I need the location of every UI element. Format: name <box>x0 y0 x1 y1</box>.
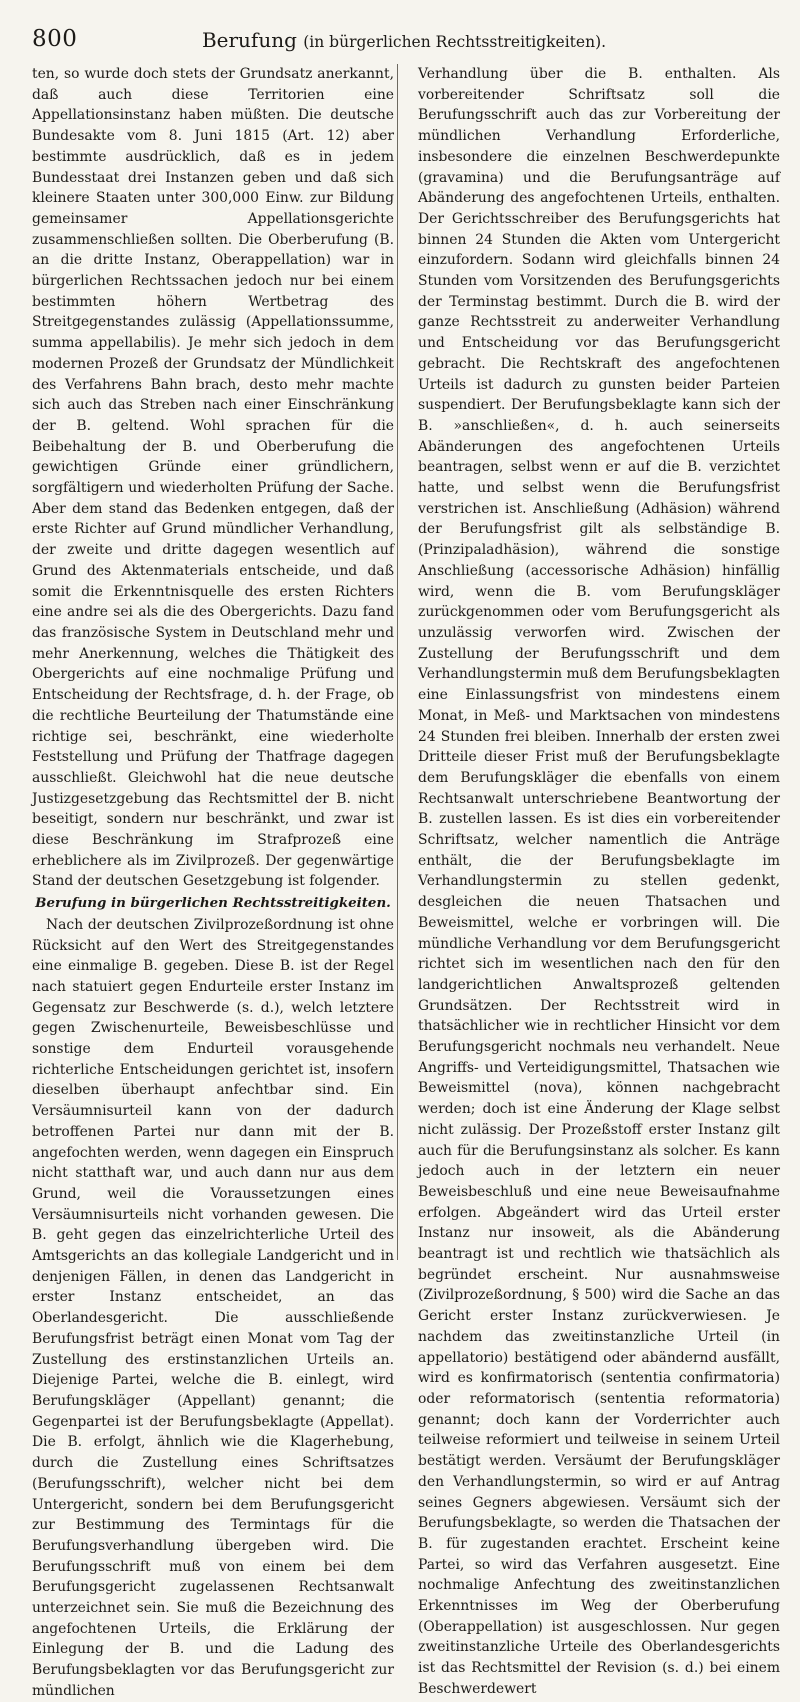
running-title-sub: (in bürgerlichen Rechtsstreitigkeiten). <box>303 33 607 51</box>
left-column <box>32 64 394 1699</box>
right-paragraph-1: Verhandlung über die B. enthalten. Als vorbereitender Schriftsatz soll die Berufungsschrift auch das zur Vorbereitung der mündlichen Verhandlung Erforderliche, insbesondere die einzelnen Beschwerdepunkte (gravamina) und die Berufungsanträge auf Abänderung des angefochtenen Urteils, enthalten. Der Gerichtsschreiber des Berufungsgerichts hat binnen 24 Stunden die Akten vom Untergericht einzufordern. Sodann wird gleichfalls binnen 24 Stunden vom Vorsitzenden des Berufungsgerichts der Terminstag bestimmt. Durch die B. wird der ganze Rechtsstreit zu anderweiter Verhandlung und Entscheidung vor das Berufungsgericht gebracht. Die Rechtskraft des angefochtenen Urteils ist dadurch zu gunsten beider Parteien suspendiert. Der Berufungsbeklagte kann sich der B. »anschließen«, d. h. auch seinerseits Abänderungen des angefochtenen Urteils beantragen, selbst wenn er auf die B. verzichtet hatte, und selbst wenn die Berufungsfrist verstrichen ist. Anschließung (Adhäsion) während der Berufungsfrist gilt als selbständige B. (Prinzipaladhäsion), während die sonstige Anschließung (accessorische Adhäsion) hinfällig wird, wenn die B. vom Berufungskläger zurückgenommen oder vom Berufungsgericht als unzulässig verworfen wird. Zwischen der Zustellung der Berufungsschrift und dem Verhandlungstermin muß dem Berufungsbeklagten eine Einlassungsfrist von mindestens einem Monat, in Meß- und Marktsachen von mindestens 24 Stunden frei bleiben. Innerhalb der ersten zwei Dritteile dieser Frist muß der Berufungsbeklagte dem Berufungskläger die ebenfalls von einem Rechtsanwalt unterschriebene Beantwortung der B. zustellen lassen. Es ist dies ein vorbereitender Schriftsatz, welcher namentlich die Anträge enthält, die der Berufungsbeklagte im Verhandlungstermin zu stellen gedenkt, desgleichen die neuen Thatsachen und Beweismittel, welche er vorbringen will. Die mündliche Verhandlung vor dem Berufungsgericht richtet sich im wesentlichen nach den für den landgerichtlichen Anwaltsprozeß geltenden Grundsätzen. Der Rechtsstreit wird in thatsächlicher wie in rechtlicher Hinsicht vor dem Berufungsgericht nochmals neu verhandelt. Neue Angriffs- und Verteidigungsmittel, Thatsachen wie Beweismittel (nova), können nachgebracht werden; doch ist eine Änderung der Klage selbst nicht zulässig. Der Prozeßstoff erster Instanz gilt auch für die Berufungsinstanz als solcher. Es kann jedoch auch in der letztern ein neuer Beweisbeschluß und eine neue Beweisaufnahme erfolgen. Abgeändert wird das Urteil erster Instanz nur insoweit, als die Abänderung beantragt ist und rechtlich wie thatsächlich als begründet erscheint. Nur ausnahmsweise (Zivilprozeßordnung, § 500) wird die Sache an das Gericht erster Instanz zurückverwiesen. Je nachdem das zweitinstanzliche Urteil (in appellatorio) bestätigend oder abändernd ausfällt, wird es konfirmatorisch (sententia confirmatoria) oder reformatorisch (sententia reformatoria) genannt; doch kann der Vorderrichter auch teilweise reformiert und teilweise in seinem Urteil bestätigt werden. Versäumt der Berufungskläger den Verhandlungstermin, so wird er auf Antrag seines Gegners abgewiesen. Versäumt sich der Berufungsbeklagte, so werden die Thatsachen der B. für zugestanden erachtet. Erscheint keine Partei, so wird das Verfahren ausgesetzt. Eine nochmalige Anfechtung des zweitinstanzlichen Erkenntnisses im Weg der Oberberufung (Oberappellation) ist ausgeschlossen. Nur gegen zweitinstanzliche Urteile des Oberlandesgerichts ist das Rechtsmittel der Revision (s. d.) bei einem Beschwerdewert <box>418 66 780 1697</box>
left-paragraph-1: ten, so wurde doch stets der Grundsatz anerkannt, daß auch diese Territorien eine Appellationsinstanz haben müßten. Die deutsche Bundesakte vom 8. Juni 1815 (Art. 12) aber bestimmte ausdrücklich, daß es in jedem Bundesstaat drei Instanzen geben und daß sich kleinere Staaten unter 300,000 Einw. zur Bildung gemeinsamer Appellationsgerichte zusammenschließen sollten. Die Oberberufung (B. an die dritte Instanz, Oberappellation) war in bürgerlichen Rechtssachen jedoch nur bei einem bestimmten höhern Wertbetrag des Streitgegenstandes zulässig (Appellationssumme, summa appellabilis). Je mehr sich jedoch in dem modernen Prozeß der Grundsatz der Mündlichkeit des Verfahrens Bahn brach, desto mehr machte sich auch das Streben nach einer Einschränkung der B. geltend. Wohl sprachen für die Beibehaltung der B. und Oberberufung die gewichtigen Gründe einer gründlichern, sorgfältigern und wiederholten Prüfung der Sache. Aber dem stand das Bedenken entgegen, daß der erste Richter auf Grund mündlicher Verhandlung, der zweite und dritte dagegen wesentlich auf Grund des Aktenmaterials entscheide, und daß somit die Erkenntnisquelle des ersten Richters eine andre sei als die des Obergerichts. Dazu fand das französische System in Deutschland mehr und mehr Anerkennung, welches die Thätigkeit des Obergerichts auf eine nochmalige Prüfung und Entscheidung der Rechtsfrage, d. h. der Frage, ob die rechtliche Beurteilung der Thatumstände eine richtige sei, beschränkt, eine wiederholte Feststellung und Prüfung der Thatfrage dagegen ausschließt. Gleichwohl hat die neue deutsche Justizgesetzgebung das Rechtsmittel der B. nicht beseitigt, sondern nur beschränkt, und zwar ist diese Beschränkung im Strafprozeß eine erheblichere als im Zivilprozeß. Der gegenwärtige Stand der deutschen Gesetzgebung ist folgender. <box>32 66 394 890</box>
left-paragraph-2: Nach der deutschen Zivilprozeßordnung ist ohne Rücksicht auf den Wert des Streitgegenstandes eine einmalige B. gegeben. Diese B. ist der Regel nach statuiert gegen Endurteile erster Instanz im Gegensatz zur Beschwerde (s. d.), welch letztere gegen Zwischenurteile, Beweisbeschlüsse und sonstige dem Endurteil vorausgehende richterliche Entscheidungen gerichtet ist, insofern dieselben überhaupt anfechtbar sind. Ein Versäumnisurteil kann von der dadurch betroffenen Partei nur dann mit der B. angefochten werden, wenn dagegen ein Einspruch nicht statthaft war, und auch dann nur aus dem Grund, weil die Voraussetzungen eines Versäumnisurteils nicht vorhanden gewesen. Die B. geht gegen das einzelrichterliche Urteil des Amtsgerichts an das kollegiale Landgericht und in denjenigen Fällen, in denen das Landgericht in erster Instanz entscheidet, an das Oberlandesgericht. Die ausschließende Berufungsfrist beträgt einen Monat vom Tag der Zustellung des erstinstanzlichen Urteils an. Diejenige Partei, welche die B. einlegt, wird Berufungskläger (Appellant) genannt; die Gegenpartei ist der Berufungsbeklagte (Appellat). Die B. erfolgt, ähnlich wie die Klagerhebung, durch die Zustellung eines Schriftsatzes (Berufungsschrift), welcher nicht bei dem Untergericht, sondern bei dem Berufungsgericht zur Bestimmung des Termintags für die Berufungsverhandlung übergeben wird. Die Berufungsschrift muß von einem bei dem Berufungsgericht zugelassenen Rechtsanwalt unterzeichnet sein. Sie muß die Bezeichnung des angefochtenen Urteils, die Erklärung der Einlegung der B. und die Ladung des Berufungsbeklagten vor das Berufungsgericht zur mündlichen <box>32 916 394 1699</box>
right-column <box>418 64 780 1697</box>
page-number: 800 <box>32 26 78 52</box>
page-header <box>32 26 776 58</box>
section-heading: Berufung in bürgerlichen Rechtsstreitigkeiten. <box>35 895 391 912</box>
running-title-main: Berufung <box>201 28 297 52</box>
running-title <box>32 28 776 52</box>
text-columns <box>32 64 780 1699</box>
